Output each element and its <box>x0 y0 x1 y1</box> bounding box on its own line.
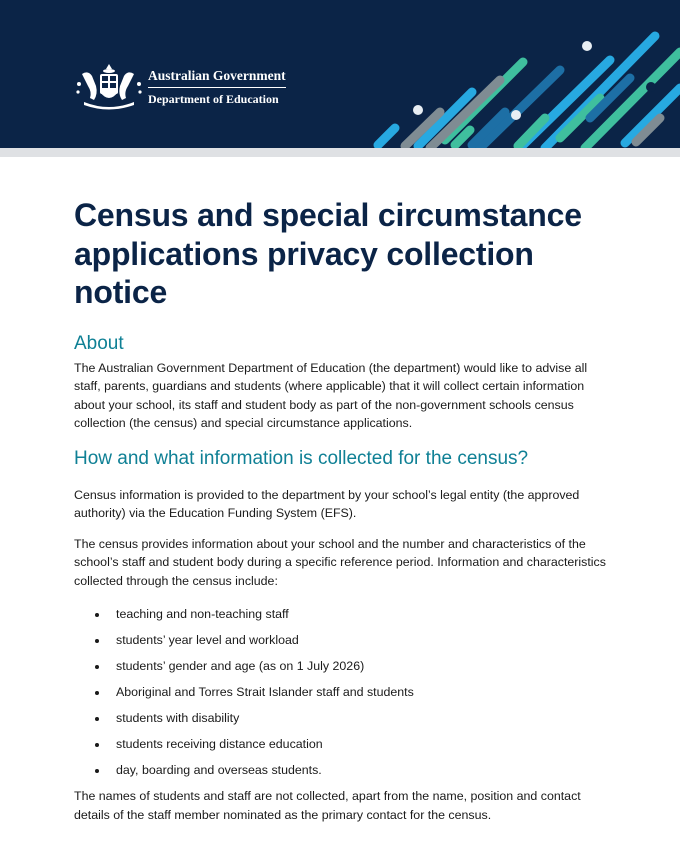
government-brand <box>74 62 286 112</box>
list-item: day, boarding and overseas students. <box>74 761 614 780</box>
coat-of-arms-icon <box>74 62 144 112</box>
bullet-icon <box>95 665 99 669</box>
about-heading: About <box>74 332 124 354</box>
bullet-icon <box>95 613 99 617</box>
org-name: Australian Government <box>148 68 286 88</box>
banner-divider <box>0 148 680 157</box>
about-paragraph: The Australian Government Department of Education (the department) would like to advise all staff, parents, guardians and students (where applicable) that it will collect certain information about your school, its staff and student body as part of the non-government schools census collection (the census) and special circumstance applications. <box>74 360 588 430</box>
bullet-icon <box>95 769 99 773</box>
census-characteristics-paragraph: The census provides information about your school and the number and characteristics of the school’s staff and student body during a specific reference period. Information and characteristics collected through the census include: <box>74 536 606 588</box>
list-item: students’ gender and age (as on 1 July 2026) <box>74 657 614 676</box>
header-banner <box>0 0 680 148</box>
bullet-icon <box>95 743 99 747</box>
bullet-icon <box>95 639 99 643</box>
document-body <box>74 196 614 824</box>
names-not-collected-paragraph: The names of students and staff are not collected, apart from the name, position and contact details of the staff member nominated as the primary contact for the census. <box>74 789 581 822</box>
bullet-icon <box>95 717 99 721</box>
list-item: Aboriginal and Torres Strait Islander staff and students <box>74 683 614 702</box>
list-item: students with disability <box>74 709 614 728</box>
list-item: students receiving distance education <box>74 735 614 754</box>
page-title: Census and special circumstance applications privacy collection notice <box>74 197 582 310</box>
census-provided-paragraph: Census information is provided to the department by your school’s legal entity (the approved authority) via the Education Funding System (EFS). <box>74 487 580 520</box>
bullet-icon <box>95 691 99 695</box>
census-info-heading: How and what information is collected for the census? <box>74 447 529 469</box>
list-item: students’ year level and workload <box>74 631 614 650</box>
census-characteristics-list <box>74 605 614 780</box>
list-item: teaching and non-teaching staff <box>74 605 614 624</box>
department-name: Department of Education <box>148 91 279 106</box>
